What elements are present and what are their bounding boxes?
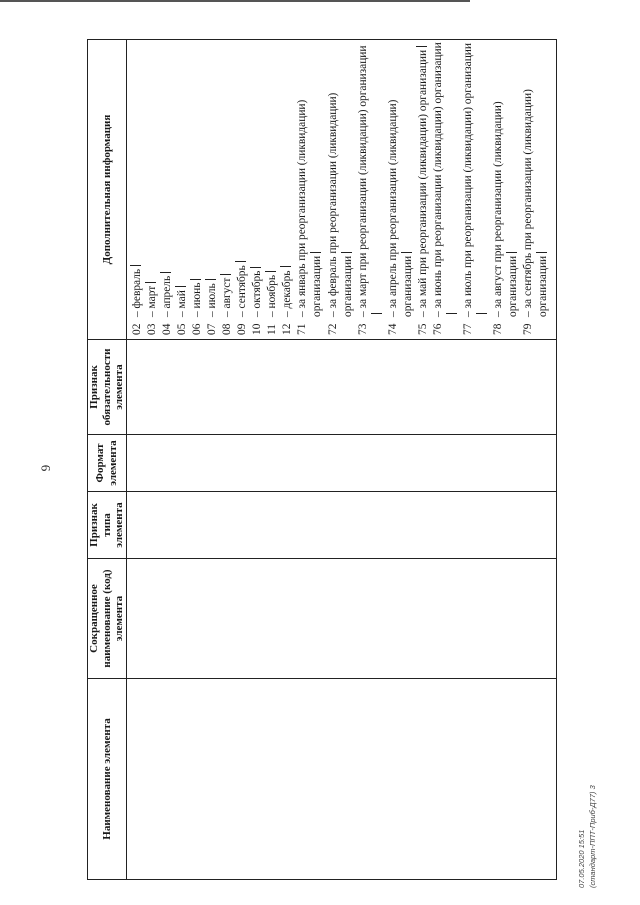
info-list-item xyxy=(416,42,431,335)
input-marker xyxy=(476,313,487,314)
info-item-text: – апрель xyxy=(161,275,174,317)
info-list-item xyxy=(130,42,145,335)
info-item-text: – за февраль при реорганизации (ликвидации) организации xyxy=(326,92,354,317)
input-marker xyxy=(235,261,246,262)
info-item-code: 76 xyxy=(431,323,444,335)
info-item-code: 72 xyxy=(326,323,339,335)
input-marker xyxy=(175,286,186,287)
input-marker xyxy=(160,272,171,273)
info-item-text: – за август при реорганизации (ликвидации) организации xyxy=(492,101,520,317)
info-item-code: 73 xyxy=(356,323,369,335)
table-header-row xyxy=(88,40,127,880)
info-item-text: – за март при реорганизации (ликвидации) организации xyxy=(356,45,369,317)
cell-required-flag xyxy=(126,340,556,435)
rotated-table-wrapper xyxy=(87,40,557,880)
info-item-text: – декабрь xyxy=(281,270,294,317)
info-item-text: – май xyxy=(176,290,189,317)
info-item-code: 04 xyxy=(161,323,174,335)
info-list-item xyxy=(160,42,175,335)
info-list xyxy=(130,42,551,335)
header-element-format: Формат элемента xyxy=(88,435,127,492)
info-list-item xyxy=(356,42,386,335)
info-item-text: – март xyxy=(145,285,158,317)
input-marker xyxy=(205,279,216,280)
info-list-item xyxy=(386,42,416,335)
input-marker xyxy=(220,274,231,275)
info-item-text: – февраль xyxy=(130,268,143,317)
info-item-code: 78 xyxy=(492,323,505,335)
input-marker xyxy=(536,252,547,253)
table-row xyxy=(126,40,556,880)
info-list-item xyxy=(491,42,521,335)
info-item-code: 12 xyxy=(281,323,294,335)
input-marker xyxy=(341,252,352,253)
input-marker xyxy=(416,46,427,47)
info-item-code: 07 xyxy=(206,323,219,335)
input-marker xyxy=(265,271,276,272)
info-list-item xyxy=(295,42,325,335)
info-list-item xyxy=(521,42,551,335)
stamp-line-2: (стандарт-ППТ-Приб-Д77) 3 xyxy=(588,785,597,888)
info-item-code: 74 xyxy=(386,323,399,335)
info-list-item xyxy=(190,42,205,335)
header-element-name: Наименование элемента xyxy=(88,679,127,880)
cell-element-name xyxy=(126,679,556,880)
element-table xyxy=(87,39,557,880)
info-item-text: – ноябрь xyxy=(266,274,279,317)
info-item-code: 77 xyxy=(461,323,474,335)
info-list-item xyxy=(235,42,250,335)
info-item-text: – за апрель при реорганизации (ликвидации) организации xyxy=(386,99,414,317)
input-marker xyxy=(371,313,382,314)
cell-element-format xyxy=(126,435,556,492)
info-list-item xyxy=(145,42,160,335)
info-item-text: – за июль при реорганизации (ликвидации) организации xyxy=(461,43,474,317)
input-marker xyxy=(401,252,412,253)
info-item-text: – сентябрь xyxy=(236,265,249,317)
info-item-text: – за май при реорганизации (ликвидации) организации xyxy=(416,49,429,317)
input-marker xyxy=(250,267,261,268)
input-marker xyxy=(446,313,457,314)
info-item-code: 79 xyxy=(522,323,535,335)
input-marker xyxy=(280,267,291,268)
info-item-code: 71 xyxy=(296,323,309,335)
cell-element-type xyxy=(126,492,556,559)
info-item-code: 03 xyxy=(145,323,158,335)
info-list-item xyxy=(461,42,491,335)
info-item-code: 09 xyxy=(236,323,249,335)
input-marker xyxy=(310,252,321,253)
input-marker xyxy=(506,252,517,253)
info-item-code: 02 xyxy=(130,323,143,335)
info-item-code: 11 xyxy=(266,324,279,335)
header-element-type: Признак типа элемента xyxy=(88,492,127,559)
input-marker xyxy=(130,265,141,266)
input-marker xyxy=(190,279,201,280)
stamp-line-1: 07.05.2020 15:51 xyxy=(577,829,586,888)
info-list-item xyxy=(431,42,461,335)
info-item-text: – июль xyxy=(206,283,219,317)
info-list-item xyxy=(175,42,190,335)
page-number: 6 xyxy=(38,464,54,472)
info-item-text: – октябрь xyxy=(251,270,264,317)
info-item-code: 10 xyxy=(251,323,264,335)
top-rule xyxy=(0,0,470,2)
info-item-code: 08 xyxy=(221,323,234,335)
info-item-text: – июнь xyxy=(191,282,204,317)
cell-additional-info xyxy=(126,40,556,340)
info-item-code: 06 xyxy=(191,323,204,335)
input-marker xyxy=(145,282,156,283)
header-short-name: Сокращенное наименование (код) элемента xyxy=(88,559,127,679)
info-item-text: – за январь при реорганизации (ликвидации) организации xyxy=(296,99,324,317)
info-item-text: – за июнь при реорганизации (ликвидации) организации xyxy=(431,42,444,317)
info-list-item xyxy=(205,42,220,335)
cell-short-name xyxy=(126,559,556,679)
header-additional-info: Дополнительная информация xyxy=(88,40,127,340)
info-item-code: 75 xyxy=(416,323,429,335)
info-item-text: – за сентябрь при реорганизации (ликвидации) организации xyxy=(522,89,550,317)
info-list-item xyxy=(280,42,295,335)
info-list-item xyxy=(265,42,280,335)
header-required-flag: Признак обязательности элемента xyxy=(88,340,127,435)
info-list-item xyxy=(220,42,235,335)
info-item-text: – август xyxy=(221,277,234,317)
info-item-code: 05 xyxy=(176,323,189,335)
info-list-item xyxy=(250,42,265,335)
info-list-item xyxy=(326,42,356,335)
